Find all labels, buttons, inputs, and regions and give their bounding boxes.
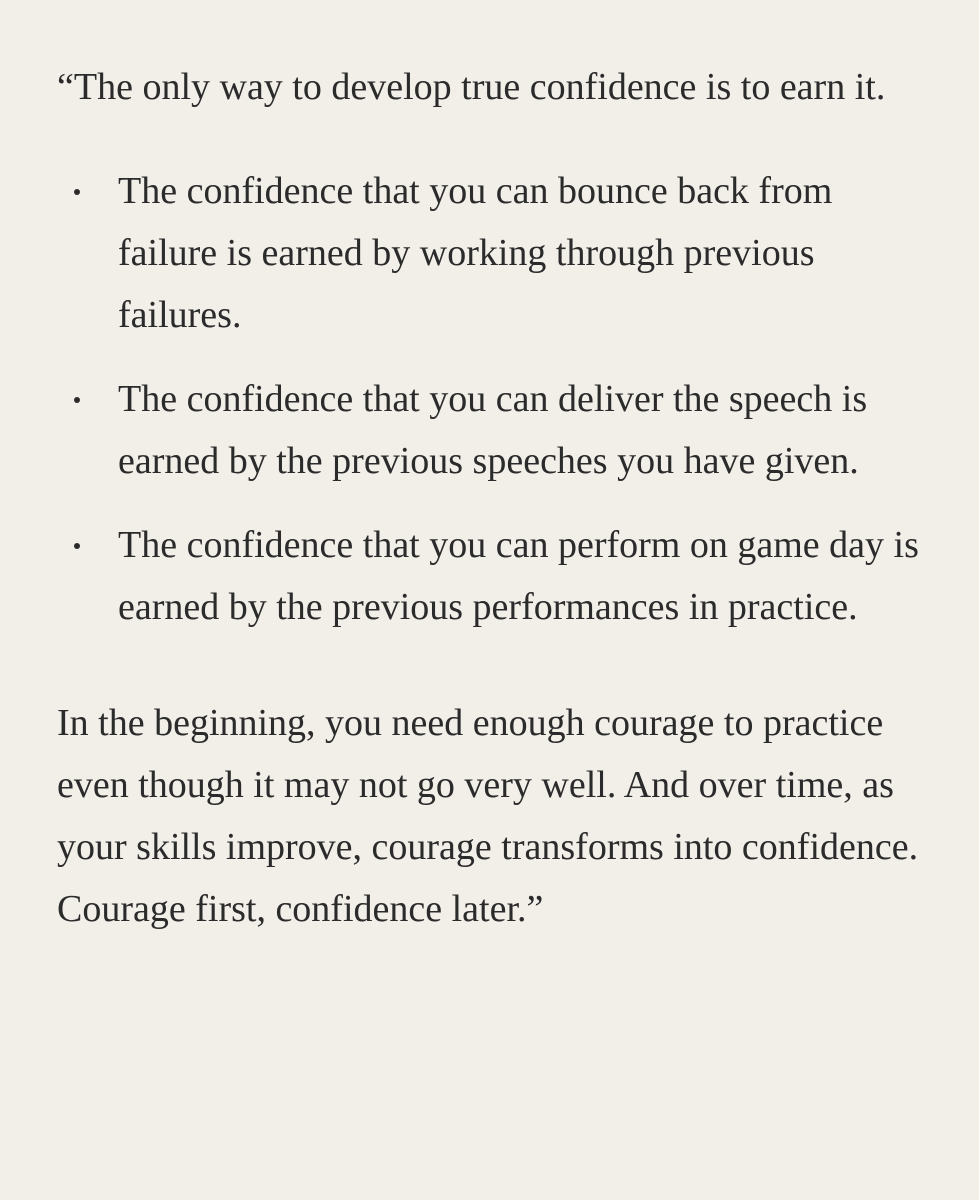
- bullet-item: [57, 160, 939, 346]
- quote-intro: “The only way to develop true confidence is to earn it.: [57, 66, 886, 108]
- bullet-list: [57, 160, 939, 638]
- quote-closing: In the beginning, you need enough courage to practice even though it may not go very well. And over time, as your skills improve, courage transforms into confidence. Courage first, confidence later.”: [57, 702, 919, 930]
- bullet-dot-icon: [74, 189, 80, 195]
- bullet-item: [57, 514, 939, 638]
- bullet-dot-icon: [74, 397, 80, 403]
- bullet-item: [57, 368, 939, 492]
- bullet-text: The confidence that you can bounce back from failure is earned by working through previous failures.: [118, 170, 833, 336]
- bullet-dot-icon: [74, 543, 80, 549]
- bullet-text: The confidence that you can perform on game day is earned by the previous performances in practice.: [118, 524, 919, 628]
- bullet-text: The confidence that you can deliver the speech is earned by the previous speeches you have given.: [118, 378, 868, 482]
